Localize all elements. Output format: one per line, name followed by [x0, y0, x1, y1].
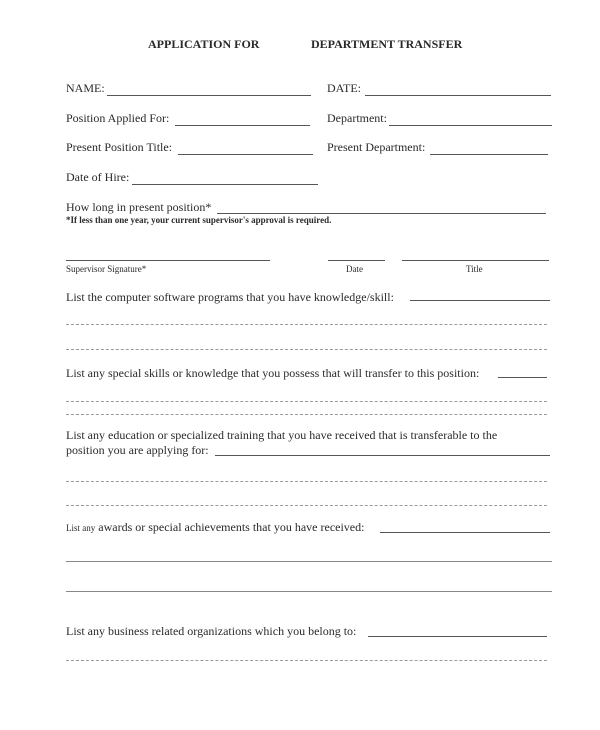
awards-text: awards or special achievements that you have received: — [98, 520, 365, 534]
position-applied-field[interactable] — [175, 125, 310, 126]
name-field[interactable] — [107, 95, 311, 96]
organizations-question: List any business related organizations which you belong to: — [66, 624, 357, 638]
education-question-line-1: List any education or specialized training that you have received that is transferable to the — [66, 428, 498, 442]
present-position-label: Present Position Title: — [66, 140, 173, 154]
skills-question: List any special skills or knowledge that you possess that will transfer to this position: — [66, 366, 480, 380]
name-label: NAME: — [66, 81, 105, 95]
title-part-2: DEPARTMENT TRANSFER — [311, 37, 463, 51]
education-field[interactable] — [215, 455, 550, 456]
education-line[interactable] — [66, 481, 547, 482]
present-department-label: Present Department: — [327, 140, 426, 154]
education-line[interactable] — [66, 505, 547, 506]
organizations-field[interactable] — [368, 636, 547, 637]
department-label: Department: — [327, 111, 387, 125]
date-of-hire-field[interactable] — [132, 184, 318, 185]
software-field[interactable] — [410, 300, 550, 301]
education-question-line-2: position you are applying for: — [66, 443, 209, 457]
software-line[interactable] — [66, 324, 547, 325]
present-position-field[interactable] — [178, 154, 313, 155]
title-part-1: APPLICATION FOR — [148, 37, 260, 51]
software-line[interactable] — [66, 349, 547, 350]
date-of-hire-label: Date of Hire: — [66, 170, 130, 184]
supervisor-approval-note: *If less than one year, your current supervisor's approval is required. — [66, 215, 332, 225]
position-applied-label: Position Applied For: — [66, 111, 170, 125]
supervisor-signature-field[interactable] — [66, 260, 270, 261]
skills-field[interactable] — [498, 377, 547, 378]
signature-title-label: Title — [466, 264, 483, 274]
how-long-field[interactable] — [217, 213, 546, 214]
awards-line[interactable] — [66, 561, 552, 562]
date-label: DATE: — [327, 81, 361, 95]
signature-title-field[interactable] — [402, 260, 549, 261]
signature-date-label: Date — [346, 264, 363, 274]
date-field[interactable] — [365, 95, 551, 96]
skills-line[interactable] — [66, 401, 547, 402]
software-question: List the computer software programs that you have knowledge/skill: — [66, 290, 394, 304]
skills-line[interactable] — [66, 414, 547, 415]
awards-prefix: List any — [66, 523, 96, 533]
how-long-label: How long in present position* — [66, 200, 212, 214]
signature-date-field[interactable] — [328, 260, 385, 261]
awards-line[interactable] — [66, 591, 552, 592]
awards-question — [66, 520, 364, 535]
present-department-field[interactable] — [430, 154, 548, 155]
supervisor-signature-label: Supervisor Signature* — [66, 264, 147, 274]
organizations-line[interactable] — [66, 660, 547, 661]
awards-field[interactable] — [380, 532, 550, 533]
department-field[interactable] — [389, 125, 552, 126]
